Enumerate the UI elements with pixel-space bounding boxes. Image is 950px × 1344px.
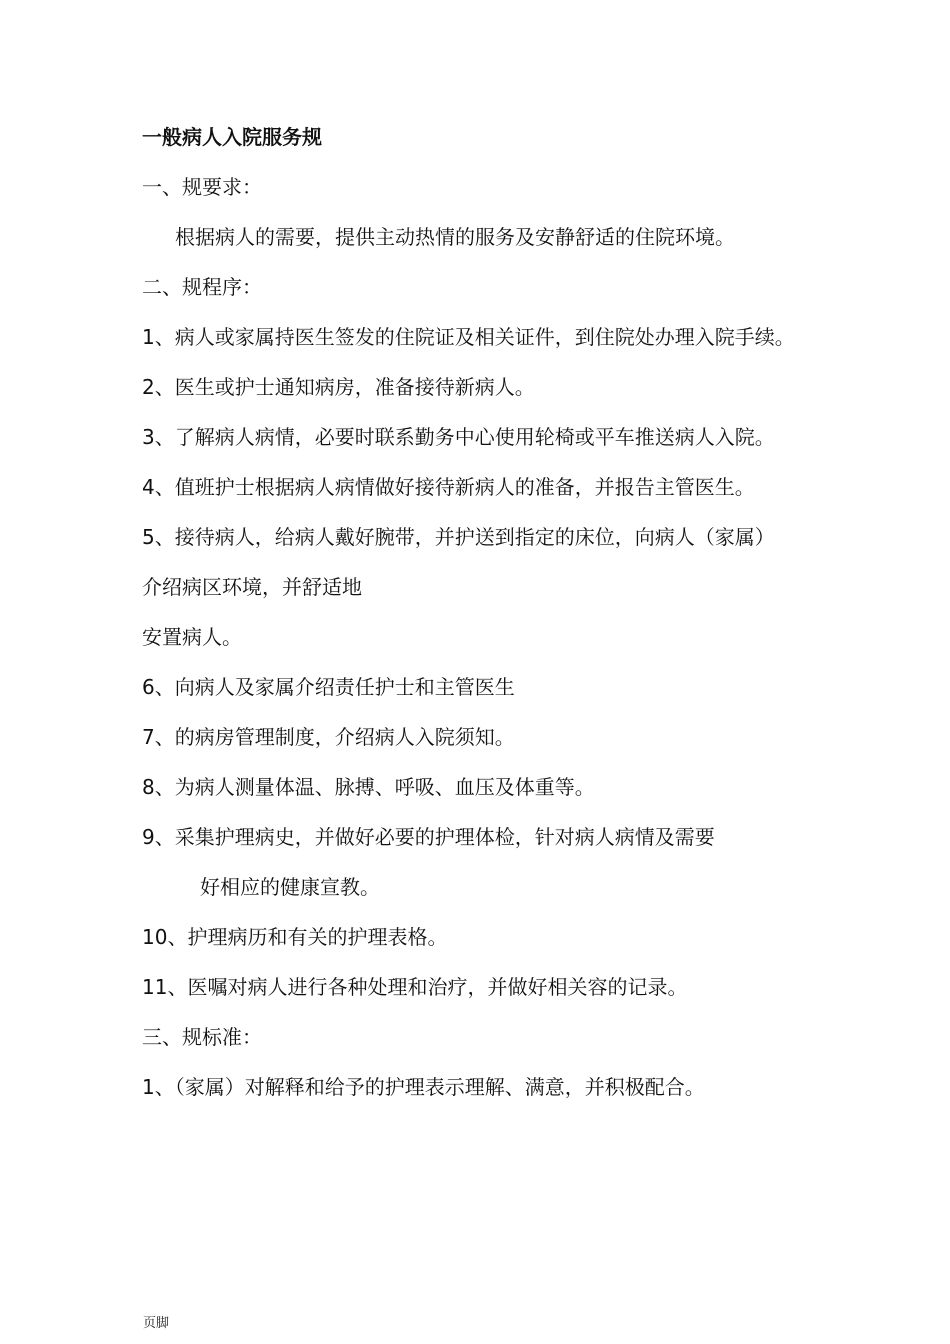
- procedure-step: 10、护理病历和有关的护理表格。: [142, 925, 448, 949]
- section-heading-requirements: 一、规要求：: [142, 175, 262, 199]
- requirements-text: 根据病人的需要，提供主动热情的服务及安静舒适的住院环境。: [175, 225, 735, 249]
- procedure-step: 9、采集护理病史，并做好必要的护理体检，针对病人病情及需要: [142, 825, 715, 849]
- procedure-step-continuation: 介绍病区环境，并舒适地: [142, 575, 362, 599]
- procedure-step: 1、病人或家属持医生签发的住院证及相关证件，到住院处办理入院手续。: [142, 325, 795, 349]
- procedure-step: 3、了解病人病情，必要时联系勤务中心使用轮椅或平车推送病人入院。: [142, 425, 775, 449]
- procedure-step: 11、医嘱对病人进行各种处理和治疗，并做好相关容的记录。: [142, 975, 688, 999]
- procedure-step: 5、接待病人，给病人戴好腕带，并护送到指定的床位，向病人（家属）: [142, 525, 775, 549]
- procedure-step-continuation: 安置病人。: [142, 625, 242, 649]
- section-heading-standards: 三、规标准：: [142, 1025, 262, 1049]
- procedure-step: 6、向病人及家属介绍责任护士和主管医生: [142, 675, 515, 699]
- document-title: 一般病人入院服务规: [142, 125, 322, 149]
- standard-item: 1、（家属）对解释和给予的护理表示理解、满意，并积极配合。: [142, 1075, 705, 1099]
- section-heading-procedure: 二、规程序：: [142, 275, 262, 299]
- procedure-step-continuation: 好相应的健康宣教。: [200, 875, 380, 899]
- page-footer: 页脚: [143, 1316, 170, 1331]
- procedure-step: 2、医生或护士通知病房，准备接待新病人。: [142, 375, 535, 399]
- procedure-step: 4、值班护士根据病人病情做好接待新病人的准备，并报告主管医生。: [142, 475, 755, 499]
- procedure-step: 8、为病人测量体温、脉搏、呼吸、血压及体重等。: [142, 775, 595, 799]
- procedure-step: 7、的病房管理制度，介绍病人入院须知。: [142, 725, 515, 749]
